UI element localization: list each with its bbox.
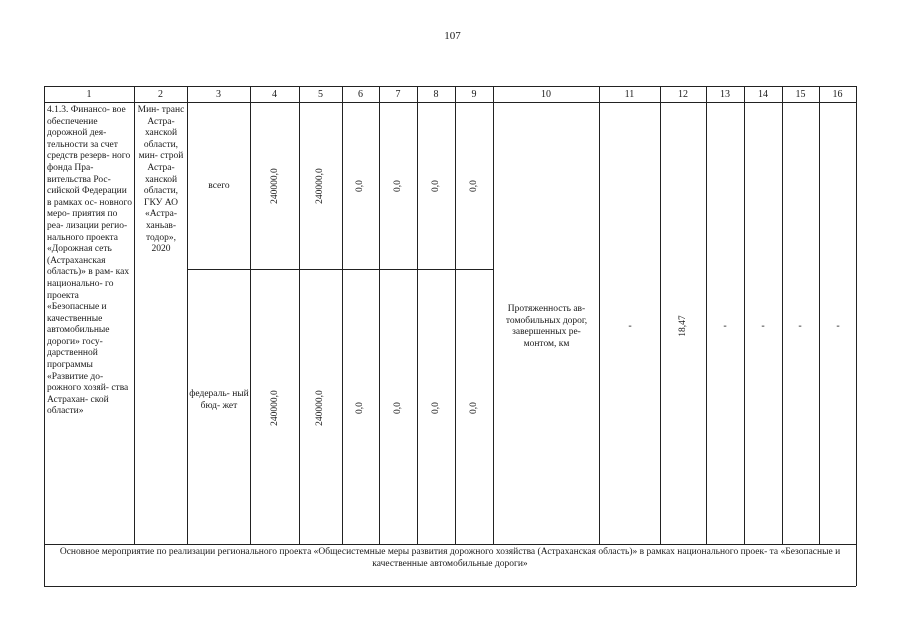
federal-col9-value: 0,0 <box>469 402 479 414</box>
header-cell: 16 <box>832 89 843 100</box>
column-border <box>379 86 380 544</box>
column-border <box>856 86 857 586</box>
header-cell: 8 <box>433 89 439 100</box>
total-col7-value: 0,0 <box>393 180 403 192</box>
column-border <box>417 86 418 544</box>
col14-value: - <box>761 320 765 332</box>
header-cell: 12 <box>678 89 688 100</box>
funding-source-total: всего <box>208 181 230 191</box>
column-border <box>706 86 707 544</box>
col11-value: - <box>628 320 632 332</box>
activity-description: 4.1.3. Финансо- вое обеспечение дорожной дея- тельности за счет средств резерв- ного фонда Пра- вительства Рос- сийской Федерации в рамках ос- новного меро- приятия по реа- лизации регио- нального проекта «Дорожная сеть (Астраханская область)» в рам- ках национально- го проекта «Безопасные и качественные автомобильные дороги» госу- дарственной программы «Развитие до- рожного хозяй- ства Астрахан- ской области» <box>47 105 132 417</box>
total-col9-value: 0,0 <box>469 180 479 192</box>
header-cell: 6 <box>358 89 363 100</box>
funding-source-federal: федераль- ный бюд- жет <box>189 389 249 411</box>
page-number: 107 <box>444 30 461 42</box>
column-border <box>819 86 820 544</box>
total-col4-value: 240000,0 <box>270 168 280 204</box>
column-border <box>250 86 251 544</box>
header-bottom-border <box>44 102 856 103</box>
federal-col4-value: 240000,0 <box>270 390 280 426</box>
header-cell: 10 <box>541 89 551 100</box>
header-cell: 3 <box>216 89 221 100</box>
header-cell: 13 <box>720 89 730 100</box>
header-cell: 1 <box>86 89 92 100</box>
column-border <box>493 86 494 544</box>
federal-col8-value: 0,0 <box>431 402 441 414</box>
federal-col7-value: 0,0 <box>393 402 403 414</box>
col16-value: - <box>836 320 840 332</box>
federal-col6-value: 0,0 <box>355 402 365 414</box>
total-col8-value: 0,0 <box>431 180 441 192</box>
total-col5-value: 240000,0 <box>315 168 325 204</box>
header-cell: 14 <box>758 89 768 100</box>
header-cell: 9 <box>471 89 477 100</box>
column-border <box>455 86 456 544</box>
total-col6-value: 0,0 <box>355 180 365 192</box>
subrow-divider <box>187 269 493 270</box>
col13-value: - <box>723 320 727 332</box>
indicator-name: Протяженность ав- томобильных дорог, завершенных ре- монтом, км <box>505 304 588 349</box>
column-border <box>187 86 188 544</box>
column-border <box>342 86 343 544</box>
header-cell: 11 <box>624 89 635 100</box>
column-border <box>44 86 45 586</box>
federal-col5-value: 240000,0 <box>315 390 325 426</box>
column-border <box>660 86 661 544</box>
header-cell: 7 <box>395 89 401 100</box>
main-activity-row: Основное мероприятие по реализации регионального проекта «Общесистемные меры развития дорожного хозяйства (Астраханская область)» в рамках национального проек- та «Безопасные и качественные автомобильные дороги» <box>59 547 841 569</box>
header-cell: 5 <box>318 89 323 100</box>
col15-value: - <box>798 320 802 332</box>
column-border <box>782 86 783 544</box>
header-cell: 15 <box>795 89 806 100</box>
table-bottom-border <box>44 586 856 587</box>
header-cell: 4 <box>272 89 277 100</box>
column-border <box>299 86 300 544</box>
row-bottom-border <box>44 544 856 545</box>
header-cell: 2 <box>158 89 163 100</box>
col12-value: 18,47 <box>678 315 688 337</box>
column-border <box>599 86 600 544</box>
column-border <box>744 86 745 544</box>
responsible-executors: Мин- транс Астра- ханской области, мин- строй Астра- ханской области, ГКУ АО «Астра- ханьав- тодор», 2020 <box>137 105 185 255</box>
column-border <box>134 86 135 544</box>
